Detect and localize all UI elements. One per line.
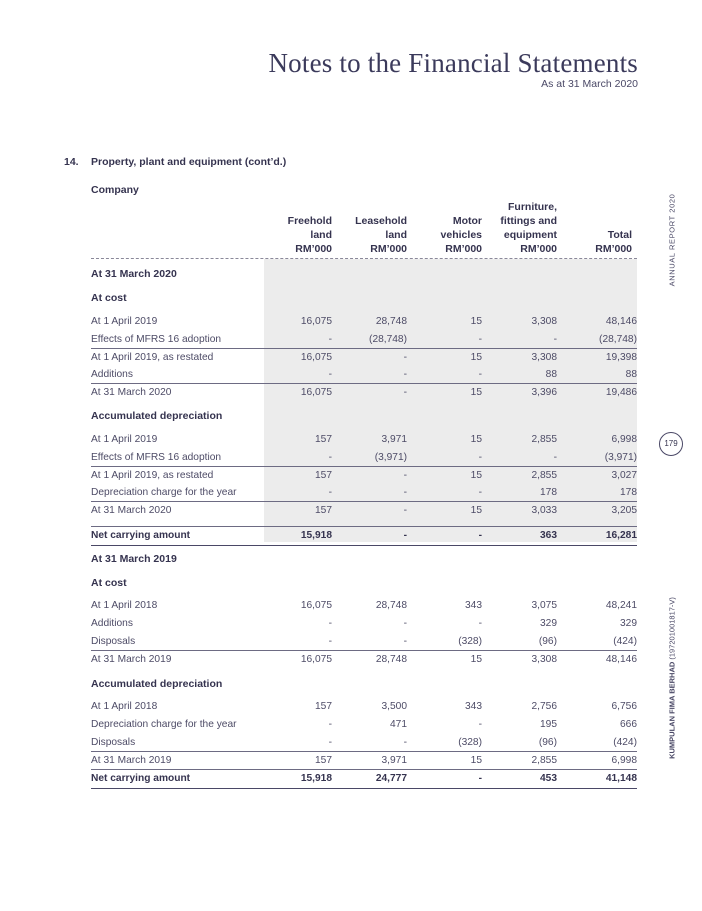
cell-value: 178 bbox=[540, 487, 557, 498]
cell-value: 363 bbox=[540, 530, 557, 541]
table-row bbox=[91, 650, 637, 669]
row-label: Additions bbox=[91, 369, 133, 380]
cell-value: 88 bbox=[545, 369, 557, 380]
cell-value: 6,998 bbox=[611, 755, 637, 766]
cell-value: 19,486 bbox=[605, 387, 637, 398]
table-row bbox=[91, 698, 637, 716]
row-label: At 1 April 2018 bbox=[91, 600, 158, 611]
row-label: At 1 April 2019, as restated bbox=[91, 352, 214, 363]
cell-value: - bbox=[328, 452, 332, 463]
cell-value: - bbox=[478, 773, 482, 784]
cell-value: 3,308 bbox=[531, 316, 557, 327]
cell-value: - bbox=[403, 530, 407, 541]
table-row bbox=[91, 751, 637, 770]
row-label: At 1 April 2019 bbox=[91, 434, 158, 445]
cell-value: 28,748 bbox=[375, 654, 407, 665]
cell-value: (96) bbox=[538, 737, 557, 748]
table-row bbox=[91, 331, 637, 349]
section-number: 14. bbox=[64, 156, 79, 168]
cell-value: 3,027 bbox=[611, 470, 637, 481]
row-label: Additions bbox=[91, 618, 133, 629]
table-row bbox=[91, 716, 637, 734]
cell-value: 3,308 bbox=[531, 352, 557, 363]
cell-value: - bbox=[478, 530, 482, 541]
cell-value: - bbox=[328, 618, 332, 629]
table-row bbox=[91, 383, 637, 402]
cell-value: 28,748 bbox=[375, 600, 407, 611]
row-label: Effects of MFRS 16 adoption bbox=[91, 334, 222, 345]
cell-value: 15 bbox=[470, 316, 482, 327]
heading-accumulated-depreciation-2020: Accumulated depreciation bbox=[91, 410, 223, 422]
column-header-total: Total RM’000 bbox=[595, 229, 632, 255]
row-label: Depreciation charge for the year bbox=[91, 487, 237, 498]
cell-value: - bbox=[403, 618, 407, 629]
cell-value: (328) bbox=[458, 737, 482, 748]
column-header-motor-vehicles: Motor vehicles RM’000 bbox=[440, 215, 482, 255]
cell-value: 15 bbox=[470, 387, 482, 398]
cell-value: 88 bbox=[625, 369, 637, 380]
cell-value: 3,396 bbox=[531, 387, 557, 398]
cell-value: 2,855 bbox=[531, 755, 557, 766]
cell-value: - bbox=[478, 369, 482, 380]
cell-value: (3,971) bbox=[374, 452, 407, 463]
cell-value: 24,777 bbox=[375, 773, 407, 784]
cell-value: - bbox=[328, 636, 332, 647]
company-sidebar-label: KUMPULAN FIMA BERHAD (197201001817-V) bbox=[667, 597, 677, 759]
row-label: Disposals bbox=[91, 636, 136, 647]
page-title: Notes to the Financial Statements bbox=[268, 48, 638, 78]
row-label: At 31 March 2019 bbox=[91, 755, 172, 766]
cell-value: 2,756 bbox=[531, 701, 557, 712]
cell-value: 28,748 bbox=[375, 316, 407, 327]
cell-value: 157 bbox=[315, 701, 332, 712]
cell-value: 16,075 bbox=[300, 600, 332, 611]
cell-value: 15 bbox=[470, 654, 482, 665]
page-number-badge: 179 bbox=[659, 432, 683, 456]
cell-value: 16,075 bbox=[300, 654, 332, 665]
cell-value: - bbox=[478, 618, 482, 629]
row-label: At 31 March 2019 bbox=[91, 654, 172, 665]
row-label: At 1 April 2019, as restated bbox=[91, 470, 214, 481]
cell-value: 329 bbox=[540, 618, 557, 629]
cell-value: (96) bbox=[538, 636, 557, 647]
cell-value: 329 bbox=[620, 618, 637, 629]
cell-value: 41,148 bbox=[605, 773, 637, 784]
cell-value: - bbox=[478, 334, 482, 345]
table-row bbox=[91, 633, 637, 651]
section-title: Property, plant and equipment (cont’d.) bbox=[91, 156, 287, 168]
row-label: Net carrying amount bbox=[91, 773, 191, 784]
cell-value: 157 bbox=[315, 505, 332, 516]
heading-accumulated-depreciation-2019: Accumulated depreciation bbox=[91, 678, 223, 690]
cell-value: - bbox=[403, 369, 407, 380]
table-row-net-carrying-amount bbox=[91, 769, 637, 789]
cell-value: 3,075 bbox=[531, 600, 557, 611]
cell-value: (424) bbox=[613, 737, 637, 748]
column-header-freehold: Freehold land RM’000 bbox=[287, 215, 332, 255]
heading-at-cost-2019: At cost bbox=[91, 577, 127, 589]
cell-value: 3,308 bbox=[531, 654, 557, 665]
cell-value: (3,971) bbox=[604, 452, 637, 463]
cell-value: 15 bbox=[470, 470, 482, 481]
cell-value: 15,918 bbox=[300, 773, 332, 784]
cell-value: 16,281 bbox=[605, 530, 637, 541]
cell-value: 15 bbox=[470, 755, 482, 766]
row-label: Disposals bbox=[91, 737, 136, 748]
row-label: Effects of MFRS 16 adoption bbox=[91, 452, 222, 463]
cell-value: - bbox=[403, 737, 407, 748]
cell-value: - bbox=[478, 452, 482, 463]
row-label: At 31 March 2020 bbox=[91, 505, 172, 516]
cell-value: 178 bbox=[620, 487, 637, 498]
table-row bbox=[91, 431, 637, 449]
cell-value: 3,971 bbox=[381, 434, 407, 445]
cell-value: 16,075 bbox=[300, 352, 332, 363]
cell-value: 15,918 bbox=[300, 530, 332, 541]
row-label: Net carrying amount bbox=[91, 530, 191, 541]
cell-value: 15 bbox=[470, 434, 482, 445]
cell-value: - bbox=[328, 369, 332, 380]
cell-value: 16,075 bbox=[300, 316, 332, 327]
cell-value: 48,146 bbox=[605, 316, 637, 327]
cell-value: - bbox=[328, 334, 332, 345]
row-label: At 1 April 2018 bbox=[91, 701, 158, 712]
cell-value: 16,075 bbox=[300, 387, 332, 398]
cell-value: 6,998 bbox=[611, 434, 637, 445]
cell-value: 3,205 bbox=[611, 505, 637, 516]
table-row bbox=[91, 734, 637, 752]
page-subtitle: As at 31 March 2020 bbox=[541, 78, 638, 90]
cell-value: - bbox=[403, 487, 407, 498]
table-row bbox=[91, 366, 637, 384]
table-row bbox=[91, 597, 637, 615]
row-label: Depreciation charge for the year bbox=[91, 719, 237, 730]
table-row bbox=[91, 466, 637, 485]
cell-value: 157 bbox=[315, 470, 332, 481]
cell-value: 6,756 bbox=[611, 701, 637, 712]
cell-value: (28,748) bbox=[599, 334, 637, 345]
cell-value: - bbox=[553, 452, 557, 463]
row-label: At 31 March 2020 bbox=[91, 387, 172, 398]
cell-value: 48,241 bbox=[605, 600, 637, 611]
cell-value: 2,855 bbox=[531, 470, 557, 481]
cell-value: 2,855 bbox=[531, 434, 557, 445]
cell-value: - bbox=[328, 487, 332, 498]
cell-value: 343 bbox=[465, 600, 482, 611]
cell-value: 471 bbox=[390, 719, 407, 730]
header-divider bbox=[91, 258, 637, 259]
cell-value: (424) bbox=[613, 636, 637, 647]
cell-value: - bbox=[328, 737, 332, 748]
cell-value: - bbox=[328, 719, 332, 730]
cell-value: 15 bbox=[470, 352, 482, 363]
annual-report-sidebar-label: ANNUAL REPORT 2020 bbox=[667, 193, 677, 287]
table-row bbox=[91, 348, 637, 367]
cell-value: 48,146 bbox=[605, 654, 637, 665]
table-row bbox=[91, 313, 637, 331]
cell-value: - bbox=[553, 334, 557, 345]
column-header-leasehold: Leasehold land RM’000 bbox=[355, 215, 407, 255]
cell-value: (28,748) bbox=[369, 334, 407, 345]
table-row-net-carrying-amount bbox=[91, 526, 637, 546]
table-row bbox=[91, 449, 637, 467]
entity-label: Company bbox=[91, 184, 139, 196]
table-row bbox=[91, 615, 637, 633]
cell-value: - bbox=[403, 352, 407, 363]
cell-value: 3,971 bbox=[381, 755, 407, 766]
cell-value: - bbox=[403, 636, 407, 647]
cell-value: 3,033 bbox=[531, 505, 557, 516]
cell-value: 3,500 bbox=[381, 701, 407, 712]
cell-value: - bbox=[403, 387, 407, 398]
table-row bbox=[91, 501, 637, 520]
cell-value: 195 bbox=[540, 719, 557, 730]
cell-value: 666 bbox=[620, 719, 637, 730]
heading-at-31-march-2020: At 31 March 2020 bbox=[91, 268, 177, 280]
cell-value: - bbox=[478, 719, 482, 730]
column-header-furniture: Furniture, fittings and equipment RM’000 bbox=[500, 201, 557, 255]
cell-value: - bbox=[478, 487, 482, 498]
cell-value: 15 bbox=[470, 505, 482, 516]
row-label: At 1 April 2019 bbox=[91, 316, 158, 327]
table-row bbox=[91, 484, 637, 502]
heading-at-cost-2020: At cost bbox=[91, 292, 127, 304]
heading-at-31-march-2019: At 31 March 2019 bbox=[91, 553, 177, 565]
cell-value: - bbox=[403, 470, 407, 481]
cell-value: 157 bbox=[315, 755, 332, 766]
cell-value: - bbox=[403, 505, 407, 516]
cell-value: 157 bbox=[315, 434, 332, 445]
cell-value: 343 bbox=[465, 701, 482, 712]
cell-value: (328) bbox=[458, 636, 482, 647]
cell-value: 19,398 bbox=[605, 352, 637, 363]
cell-value: 453 bbox=[540, 773, 557, 784]
